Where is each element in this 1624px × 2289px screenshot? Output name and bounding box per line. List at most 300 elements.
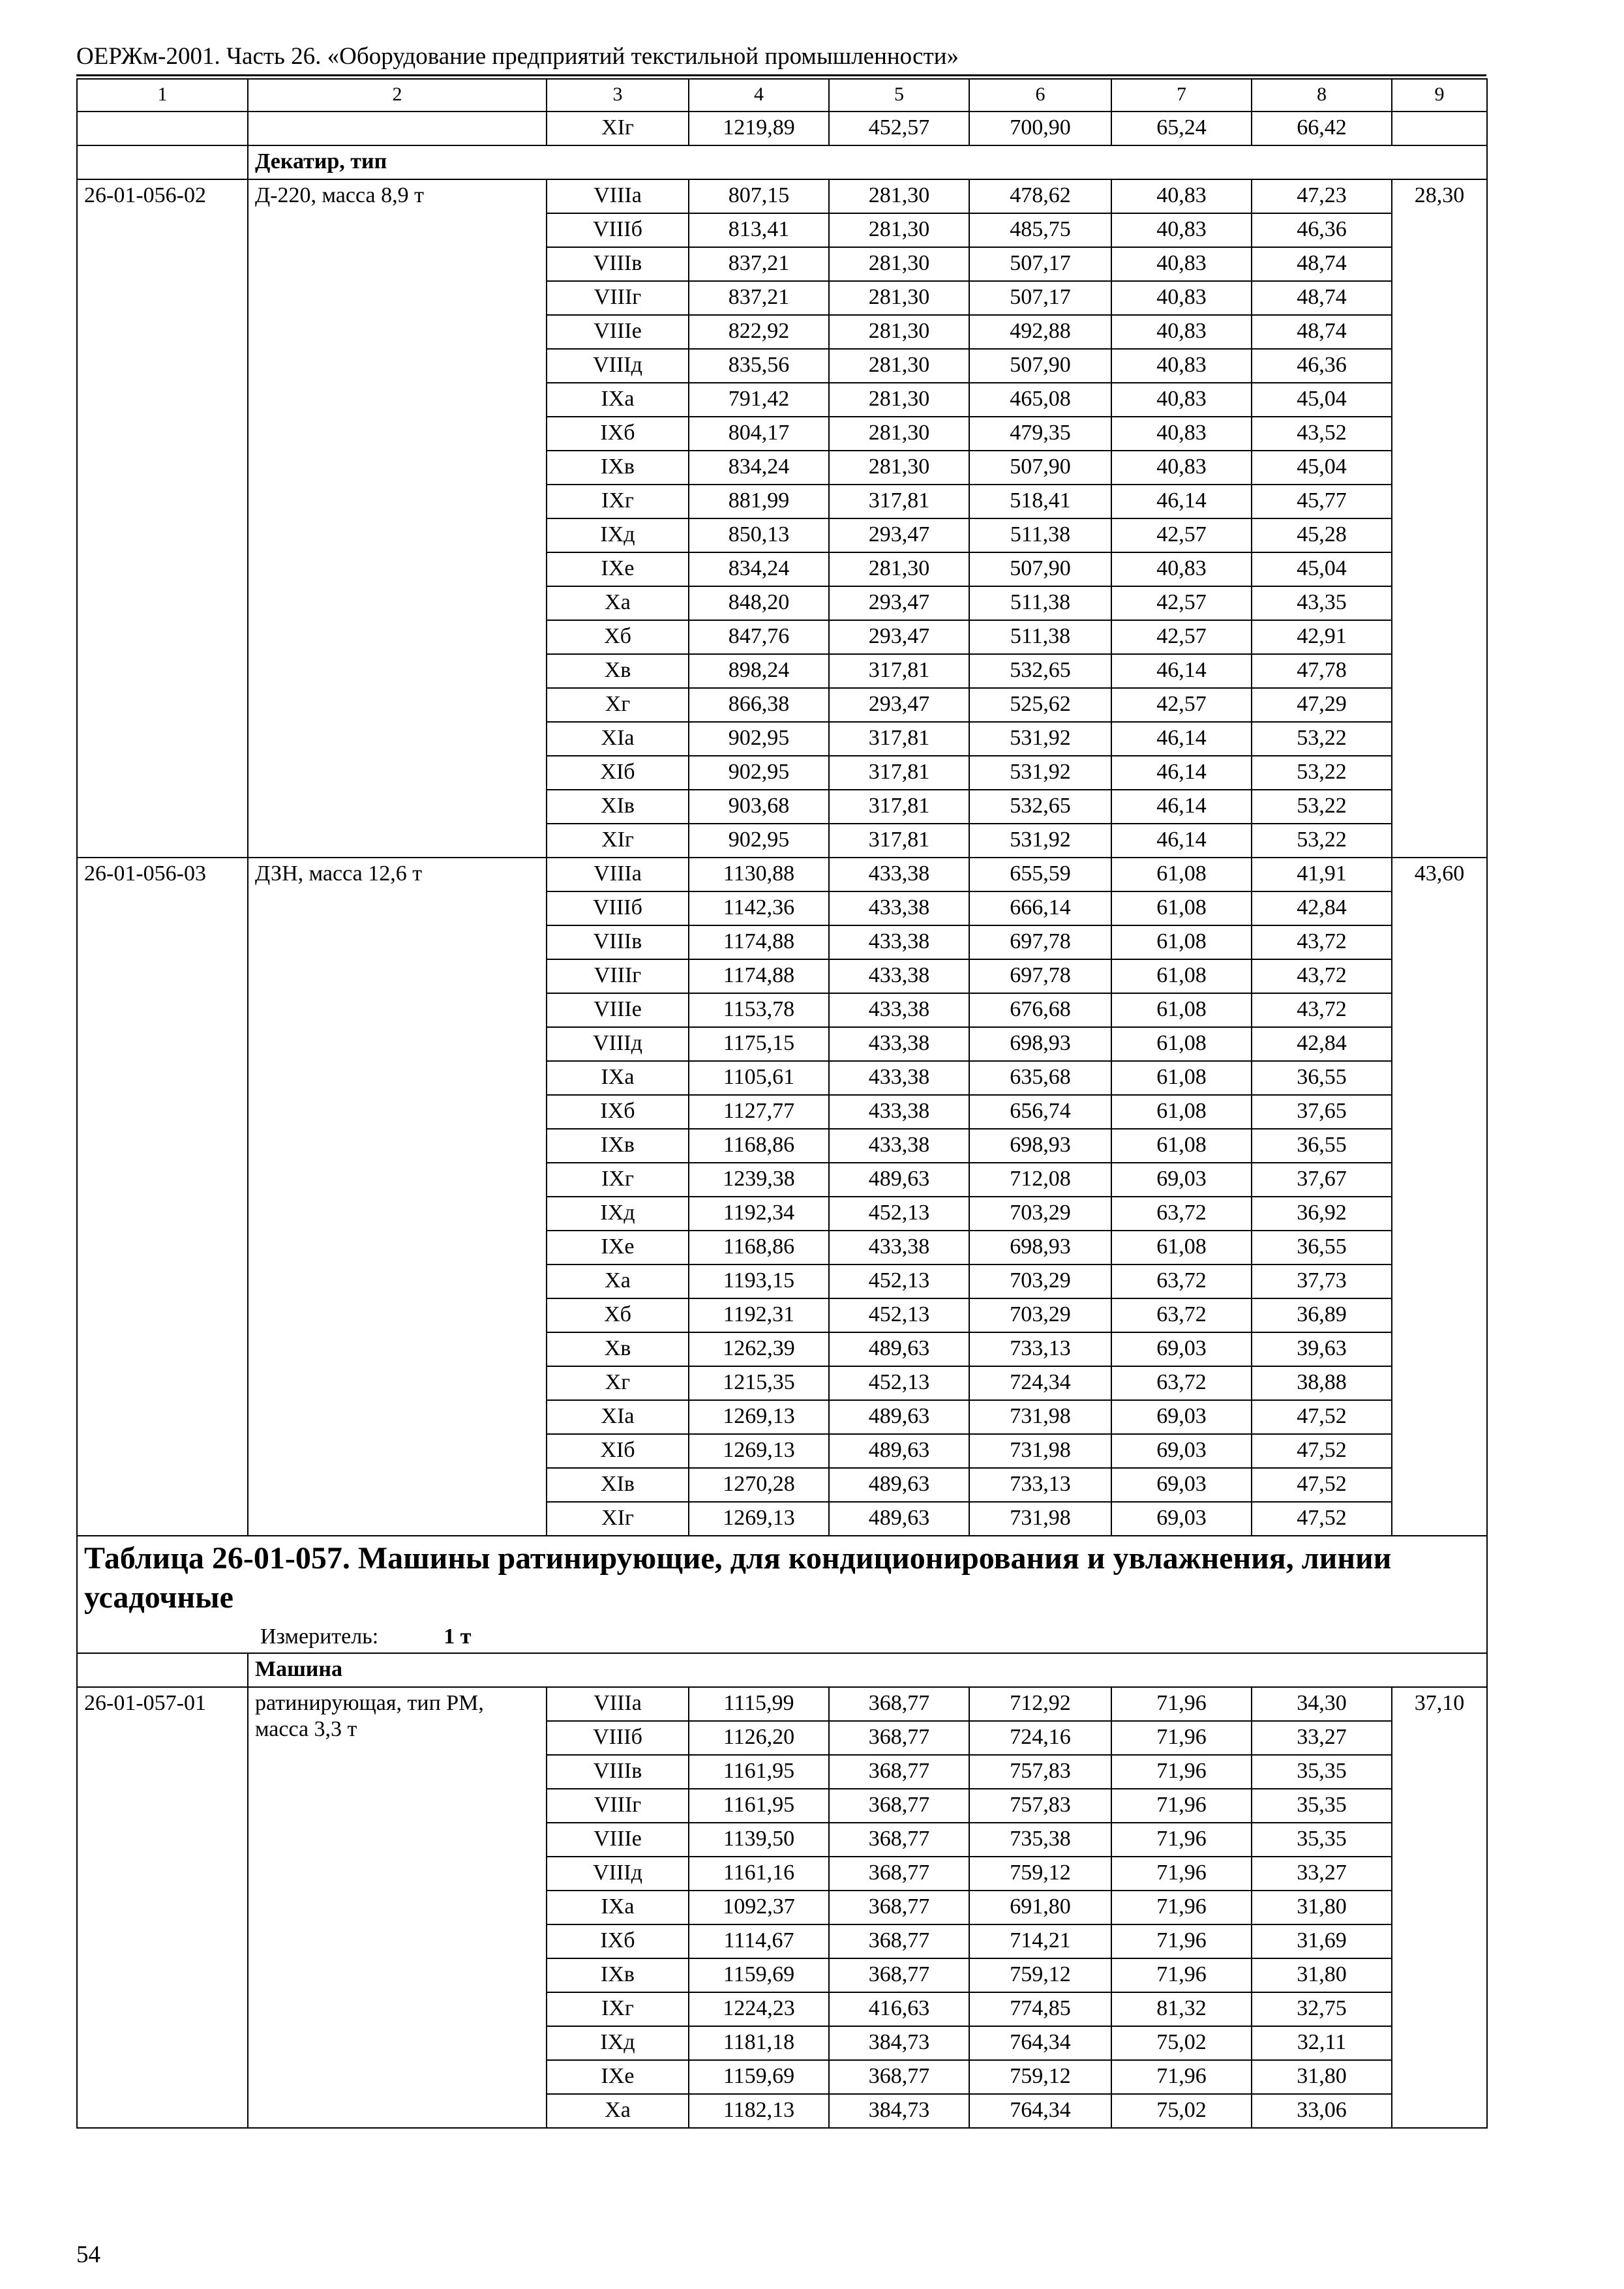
value-cell: 1139,50 [689,1823,829,1857]
column-number: 3 [547,79,689,112]
value-cell: 757,83 [969,1755,1111,1789]
value-cell: 764,34 [969,2026,1111,2060]
value-cell: 837,21 [689,247,829,281]
column-number: 2 [248,79,547,112]
value-cell: 281,30 [829,179,969,213]
value-cell: 281,30 [829,383,969,417]
category-cell: VIIIг [547,281,689,315]
value-cell: 452,13 [829,1197,969,1231]
value-cell: 368,77 [829,1755,969,1789]
value-cell: 1168,86 [689,1129,829,1163]
value-cell: 42,57 [1111,586,1252,620]
value-cell: 700,90 [969,112,1111,145]
category-cell: IXе [547,552,689,586]
value-cell: 61,08 [1111,1027,1252,1061]
category-cell: Xг [547,688,689,722]
value-cell: 733,13 [969,1332,1111,1366]
category-cell: VIIIг [547,1789,689,1823]
value-cell: 698,93 [969,1129,1111,1163]
value-cell: 35,35 [1252,1823,1392,1857]
value-cell: 71,96 [1111,1789,1252,1823]
value-cell: 676,68 [969,993,1111,1027]
value-cell: 71,96 [1111,1687,1252,1721]
value-cell: 48,74 [1252,247,1392,281]
item-code: 26-01-057-01 [77,1687,248,2128]
value-cell: 48,74 [1252,281,1392,315]
value-cell: 293,47 [829,620,969,654]
value-cell: 714,21 [969,1924,1111,1958]
category-cell: XIб [547,1434,689,1468]
column-number: 5 [829,79,969,112]
value-cell: 61,08 [1111,1095,1252,1129]
value-cell: 759,12 [969,1857,1111,1891]
value-cell: 317,81 [829,756,969,790]
value-cell: 531,92 [969,824,1111,858]
value-cell: 34,30 [1252,1687,1392,1721]
value-cell: 40,83 [1111,383,1252,417]
continuation-row [77,112,1487,145]
category-cell: VIIIа [547,179,689,213]
value-cell: 384,73 [829,2094,969,2128]
category-cell: IXб [547,417,689,451]
value-cell: 281,30 [829,552,969,586]
value-cell: 368,77 [829,1924,969,1958]
category-cell: VIIIд [547,1027,689,1061]
category-cell: IXв [547,1958,689,1992]
value-cell: 46,14 [1111,722,1252,756]
value-cell: 433,38 [829,1061,969,1095]
value-cell: 1270,28 [689,1468,829,1502]
value-cell: 32,11 [1252,2026,1392,2060]
value-cell: 37,73 [1252,1264,1392,1298]
item-code: 26-01-056-02 [77,179,248,858]
value-cell: 1127,77 [689,1095,829,1129]
value-cell: 703,29 [969,1298,1111,1332]
value-cell: 69,03 [1111,1400,1252,1434]
value-cell: 281,30 [829,349,969,383]
category-cell: XIв [547,1468,689,1502]
category-cell: VIIIд [547,1857,689,1891]
value-cell: 1215,35 [689,1366,829,1400]
value-cell: 1092,37 [689,1891,829,1924]
value-cell: 822,92 [689,315,829,349]
value-cell: 368,77 [829,1857,969,1891]
value-cell: 1269,13 [689,1502,829,1536]
value-cell: 635,68 [969,1061,1111,1095]
value-cell: 281,30 [829,451,969,485]
value-cell: 69,03 [1111,1468,1252,1502]
value-cell: 31,80 [1252,2060,1392,2094]
value-cell: 61,08 [1111,925,1252,959]
page-number: 54 [76,2241,100,2268]
value-cell: 703,29 [969,1197,1111,1231]
value-cell: 489,63 [829,1163,969,1197]
value-cell: 384,73 [829,2026,969,2060]
item-name: ДЗН, масса 12,6 т [248,858,547,1536]
value-cell: 433,38 [829,959,969,993]
value-cell: 46,14 [1111,756,1252,790]
value-cell: 71,96 [1111,1755,1252,1789]
value-cell: 46,14 [1111,485,1252,518]
value-cell: 507,90 [969,552,1111,586]
value-cell: 317,81 [829,790,969,824]
value-cell: 1159,69 [689,2060,829,2094]
value-cell: 281,30 [829,417,969,451]
value-cell: 63,72 [1111,1197,1252,1231]
value-cell: 368,77 [829,1721,969,1755]
value-cell: 489,63 [829,1400,969,1434]
value-cell: 53,22 [1252,824,1392,858]
category-cell: VIIIе [547,315,689,349]
value-cell: 368,77 [829,1789,969,1823]
value-cell: 489,63 [829,1468,969,1502]
column-number: 9 [1392,79,1487,112]
value-cell: 33,06 [1252,2094,1392,2128]
group-title: Машина [248,1653,1487,1687]
value-cell: 489,63 [829,1502,969,1536]
value-cell: 40,83 [1111,179,1252,213]
value-cell: 69,03 [1111,1332,1252,1366]
value-cell: 63,72 [1111,1298,1252,1332]
value-cell: 724,16 [969,1721,1111,1755]
category-cell: IXе [547,1231,689,1264]
value-cell: 433,38 [829,1027,969,1061]
category-cell: IXв [547,451,689,485]
value-cell: 46,36 [1252,213,1392,247]
value-cell: 71,96 [1111,1857,1252,1891]
value-cell: 532,65 [969,654,1111,688]
value-cell: 42,57 [1111,518,1252,552]
value-cell: 368,77 [829,1823,969,1857]
value-cell: 452,13 [829,1366,969,1400]
group-header-row [77,1653,1487,1687]
value-cell: 36,89 [1252,1298,1392,1332]
value-cell: 697,78 [969,959,1111,993]
category-cell: IXд [547,518,689,552]
value-cell: 733,13 [969,1468,1111,1502]
category-cell: XIв [547,790,689,824]
column-number: 7 [1111,79,1252,112]
category-cell: VIIIг [547,959,689,993]
value-cell: 525,62 [969,688,1111,722]
category-cell: VIIIв [547,925,689,959]
value-cell: 691,80 [969,1891,1111,1924]
value-cell: 81,32 [1111,1992,1252,2026]
value-cell: 61,08 [1111,1129,1252,1163]
table-row [77,179,1487,213]
value-cell: 42,91 [1252,620,1392,654]
value-cell: 848,20 [689,586,829,620]
value-cell: 31,69 [1252,1924,1392,1958]
category-cell: IXв [547,1129,689,1163]
value-cell: 61,08 [1111,959,1252,993]
column-number: 8 [1252,79,1392,112]
value-cell: 433,38 [829,1129,969,1163]
value-cell: 731,98 [969,1434,1111,1468]
value-cell: 40,83 [1111,213,1252,247]
category-cell: VIIIв [547,247,689,281]
value-cell: 764,34 [969,2094,1111,2128]
value-cell: 759,12 [969,2060,1111,2094]
value-cell: 317,81 [829,654,969,688]
value-cell: 38,88 [1252,1366,1392,1400]
category-cell: VIIIб [547,213,689,247]
value-cell: 40,83 [1111,451,1252,485]
value-cell: 1269,13 [689,1400,829,1434]
value-cell: 507,17 [969,281,1111,315]
column-number: 1 [77,79,248,112]
value-cell: 33,27 [1252,1857,1392,1891]
table-row [77,858,1487,891]
value-cell: 1105,61 [689,1061,829,1095]
value-cell: 1193,15 [689,1264,829,1298]
value-cell: 492,88 [969,315,1111,349]
value-cell: 452,13 [829,1298,969,1332]
value-cell: 697,78 [969,925,1111,959]
category-cell: XIб [547,756,689,790]
value-cell: 847,76 [689,620,829,654]
value-cell: 1130,88 [689,858,829,891]
value-cell: 433,38 [829,858,969,891]
value-cell: 31,80 [1252,1891,1392,1924]
value-cell: 1115,99 [689,1687,829,1721]
category-cell: VIIIе [547,1823,689,1857]
value-cell: 1126,20 [689,1721,829,1755]
value-cell: 368,77 [829,2060,969,2094]
value-cell: 71,96 [1111,1958,1252,1992]
category-cell: XIг [547,1502,689,1536]
value-cell: 1262,39 [689,1332,829,1366]
category-cell: IXб [547,1095,689,1129]
category-cell: IXб [547,1924,689,1958]
col9-cell [1392,112,1487,145]
value-cell: 36,55 [1252,1129,1392,1163]
value-cell: 45,04 [1252,383,1392,417]
category-cell: Xг [547,1366,689,1400]
value-cell: 489,63 [829,1434,969,1468]
value-cell: 698,93 [969,1231,1111,1264]
value-cell: 416,63 [829,1992,969,2026]
value-cell: 1192,31 [689,1298,829,1332]
category-cell: Xа [547,2094,689,2128]
table-title-cell [77,1536,1487,1653]
value-cell: 1142,36 [689,891,829,925]
value-cell: 1168,86 [689,1231,829,1264]
value-cell: 807,15 [689,179,829,213]
value-cell: 902,95 [689,756,829,790]
value-cell: 37,67 [1252,1163,1392,1197]
category-cell: IXг [547,1163,689,1197]
value-cell: 1181,18 [689,2026,829,2060]
meter-line [260,1621,1480,1653]
category-cell: Xв [547,1332,689,1366]
value-cell: 791,42 [689,383,829,417]
value-cell: 1269,13 [689,1434,829,1468]
col9-value: 37,10 [1392,1687,1487,2128]
group-header-row [77,145,1487,179]
value-cell: 902,95 [689,824,829,858]
value-cell: 32,75 [1252,1992,1392,2026]
value-cell: 40,83 [1111,247,1252,281]
code-cell [77,112,248,145]
value-cell: 666,14 [969,891,1111,925]
value-cell: 478,62 [969,179,1111,213]
value-cell: 735,38 [969,1823,1111,1857]
category-cell: IXд [547,1197,689,1231]
value-cell: 433,38 [829,993,969,1027]
value-cell: 881,99 [689,485,829,518]
value-cell: 281,30 [829,247,969,281]
value-cell: 69,03 [1111,1502,1252,1536]
value-cell: 47,52 [1252,1434,1392,1468]
value-cell: 39,63 [1252,1332,1392,1366]
category-cell: Xб [547,620,689,654]
value-cell: 71,96 [1111,1924,1252,1958]
value-cell: 69,03 [1111,1163,1252,1197]
value-cell: 53,22 [1252,790,1392,824]
value-cell: 804,17 [689,417,829,451]
value-cell: 1159,69 [689,1958,829,1992]
value-cell: 66,42 [1252,112,1392,145]
category-cell: XIа [547,1400,689,1434]
value-cell: 63,72 [1111,1264,1252,1298]
meter-value: 1 т [444,1624,472,1649]
value-cell: 1192,34 [689,1197,829,1231]
value-cell: 42,57 [1111,688,1252,722]
category-cell: Xа [547,1264,689,1298]
col9-value: 28,30 [1392,179,1487,858]
value-cell: 1219,89 [689,112,829,145]
value-cell: 47,52 [1252,1502,1392,1536]
value-cell: 903,68 [689,790,829,824]
value-cell: 866,38 [689,688,829,722]
value-cell: 293,47 [829,586,969,620]
value-cell: 43,35 [1252,586,1392,620]
value-cell: 75,02 [1111,2026,1252,2060]
value-cell: 33,27 [1252,1721,1392,1755]
value-cell: 452,57 [829,112,969,145]
value-cell: 45,04 [1252,451,1392,485]
value-cell: 507,90 [969,349,1111,383]
value-cell: 46,14 [1111,654,1252,688]
item-name: Д-220, масса 8,9 т [248,179,547,858]
category-cell: VIIIд [547,349,689,383]
category-cell: VIIIб [547,891,689,925]
value-cell: 489,63 [829,1332,969,1366]
value-cell: 36,55 [1252,1061,1392,1095]
value-cell: 703,29 [969,1264,1111,1298]
value-cell: 61,08 [1111,1061,1252,1095]
value-cell: 63,72 [1111,1366,1252,1400]
value-cell: 368,77 [829,1891,969,1924]
value-cell: 507,17 [969,247,1111,281]
value-cell: 46,14 [1111,824,1252,858]
value-cell: 40,83 [1111,281,1252,315]
name-cell [248,112,547,145]
value-cell: 452,13 [829,1264,969,1298]
value-cell: 532,65 [969,790,1111,824]
category-cell: IXг [547,485,689,518]
category-cell: VIIIе [547,993,689,1027]
category-cell: Xб [547,1298,689,1332]
value-cell: 61,08 [1111,993,1252,1027]
value-cell: 507,90 [969,451,1111,485]
value-cell: 1153,78 [689,993,829,1027]
value-cell: 53,22 [1252,722,1392,756]
value-cell: 518,41 [969,485,1111,518]
value-cell: 479,35 [969,417,1111,451]
value-cell: 53,22 [1252,756,1392,790]
value-cell: 45,77 [1252,485,1392,518]
value-cell: 1239,38 [689,1163,829,1197]
rates-table [76,78,1488,2129]
value-cell: 531,92 [969,722,1111,756]
value-cell: 40,83 [1111,552,1252,586]
value-cell: 317,81 [829,824,969,858]
value-cell: 317,81 [829,485,969,518]
value-cell: 655,59 [969,858,1111,891]
value-cell: 75,02 [1111,2094,1252,2128]
category-cell: IXа [547,1061,689,1095]
column-number-row [77,79,1487,112]
value-cell: 1182,13 [689,2094,829,2128]
value-cell: 1224,23 [689,1992,829,2026]
value-cell: 774,85 [969,1992,1111,2026]
value-cell: 71,96 [1111,2060,1252,2094]
value-cell: 1175,15 [689,1027,829,1061]
code-cell [77,145,248,179]
value-cell: 36,55 [1252,1231,1392,1264]
value-cell: 731,98 [969,1502,1111,1536]
table-title: Таблица 26-01-057. Машины ратинирующие, для кондиционирования и увлажнения, линии усадочные [84,1541,1392,1615]
table-title-row [77,1536,1487,1653]
value-cell: 531,92 [969,756,1111,790]
category-cell: XIг [547,112,689,145]
value-cell: 71,96 [1111,1823,1252,1857]
value-cell: 368,77 [829,1958,969,1992]
value-cell: 1174,88 [689,959,829,993]
value-cell: 43,52 [1252,417,1392,451]
value-cell: 31,80 [1252,1958,1392,1992]
value-cell: 37,65 [1252,1095,1392,1129]
value-cell: 898,24 [689,654,829,688]
value-cell: 293,47 [829,688,969,722]
value-cell: 47,78 [1252,654,1392,688]
value-cell: 698,93 [969,1027,1111,1061]
column-number: 4 [689,79,829,112]
group-title: Декатир, тип [248,145,1487,179]
value-cell: 433,38 [829,891,969,925]
item-name: ратинирующая, тип РМ, масса 3,3 т [248,1687,547,2128]
category-cell: VIIIб [547,1721,689,1755]
value-cell: 433,38 [829,925,969,959]
category-cell: XIа [547,722,689,756]
value-cell: 465,08 [969,383,1111,417]
value-cell: 42,84 [1252,891,1392,925]
value-cell: 759,12 [969,1958,1111,1992]
value-cell: 1114,67 [689,1924,829,1958]
value-cell: 834,24 [689,451,829,485]
value-cell: 47,29 [1252,688,1392,722]
value-cell: 511,38 [969,586,1111,620]
value-cell: 1161,95 [689,1789,829,1823]
table-row [77,1687,1487,1721]
value-cell: 36,92 [1252,1197,1392,1231]
value-cell: 511,38 [969,620,1111,654]
value-cell: 45,28 [1252,518,1392,552]
header-rule [76,74,1486,76]
value-cell: 837,21 [689,281,829,315]
